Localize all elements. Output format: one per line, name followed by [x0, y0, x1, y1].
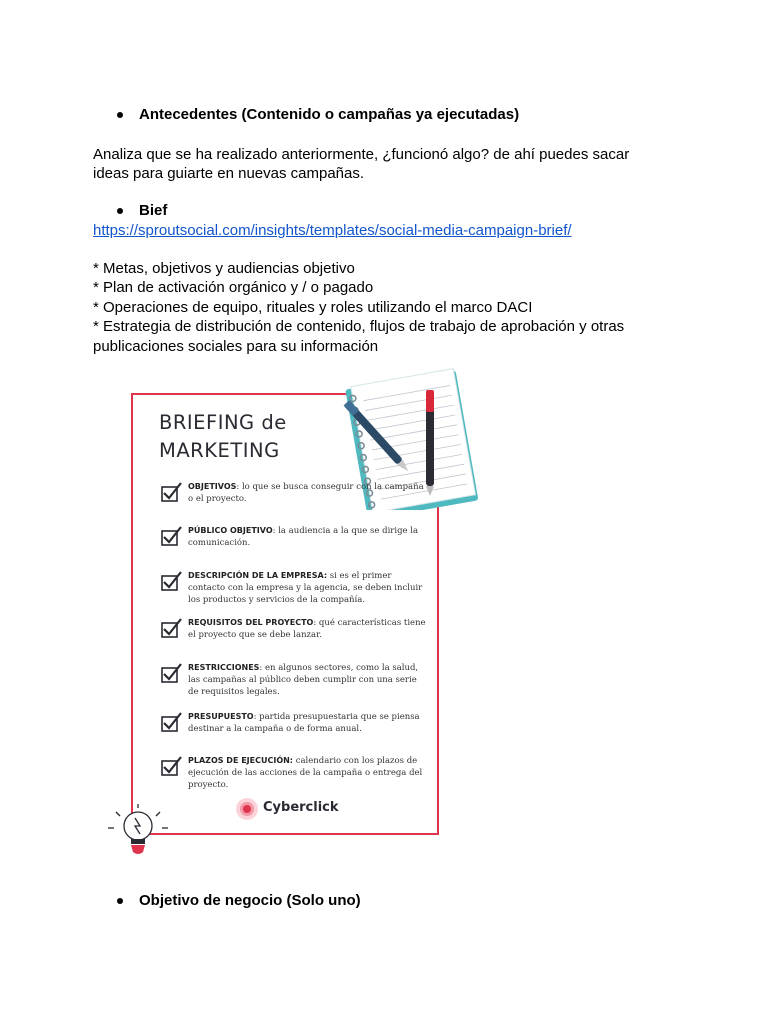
list-line-1: * Metas, objetivos y audiencias objetivo — [93, 260, 355, 277]
list-line-3: * Operaciones de equipo, rituales y roles utilizando el marco DACI — [93, 299, 533, 316]
checklist-item-text: PRESUPUESTO: partida presupuestaria que se piensa destinar a la campaña o de forma anual. — [188, 712, 420, 734]
bullet-antecedentes — [117, 112, 123, 118]
heading-bief: Bief — [139, 202, 168, 219]
checklist-item-text: PÚBLICO OBJETIVO: la audiencia a la que se dirige la comunicación. — [188, 526, 419, 548]
infographic-title-line2: MARKETING — [159, 439, 280, 462]
list-line-4: * Estrategia de distribución de contenido, flujos de trabajo de aprobación y otras — [93, 318, 625, 335]
heading-objetivo-negocio: Objetivo de negocio (Solo uno) — [139, 892, 361, 909]
sproutsocial-link[interactable]: https://sproutsocial.com/insights/templates/social-media-campaign-brief/ — [93, 222, 572, 239]
checklist-item-text: PLAZOS DE EJECUCIÓN: calendario con los plazos de ejecución de las acciones de la campaña o entrega del proyecto. — [188, 756, 423, 790]
paragraph-analiza-line1: Analiza que se ha realizado anteriormente, ¿funcionó algo? de ahí puedes sacar — [93, 146, 630, 163]
checklist-item-text: REQUISITOS DEL PROYECTO: qué características tiene el proyecto que se debe lanzar. — [188, 618, 426, 640]
checkbox-checked-icon — [161, 526, 183, 546]
checkbox-checked-icon — [161, 712, 183, 732]
checkbox-checked-icon — [161, 482, 183, 502]
bullet-bief — [117, 208, 123, 214]
lightbulb-icon — [104, 802, 172, 860]
paragraph-analiza-line2: ideas para guiarte en nuevas campañas. — [93, 165, 365, 182]
cyberclick-logo-icon — [235, 797, 259, 821]
cyberclick-brand: Cyberclick — [263, 800, 339, 815]
bullet-objetivo — [117, 898, 123, 904]
infographic-title-line1: BRIEFING de — [159, 411, 287, 434]
checkbox-checked-icon — [161, 756, 183, 776]
checkbox-checked-icon — [161, 618, 183, 638]
list-line-5: publicaciones sociales para su información — [93, 338, 379, 355]
heading-antecedentes: Antecedentes (Contenido o campañas ya ejecutadas) — [139, 106, 520, 123]
checklist-item-text: OBJETIVOS: lo que se busca conseguir con la campaña o el proyecto. — [188, 482, 424, 504]
checklist-item-text: RESTRICCIONES: en algunos sectores, como la salud, las campañas al público deben cumplir con una serie de requisitos legales. — [188, 663, 419, 697]
list-line-2: * Plan de activación orgánico y / o pagado — [93, 279, 374, 296]
checkbox-checked-icon — [161, 663, 183, 683]
checklist-item-text: DESCRIPCIÓN DE LA EMPRESA: si es el primer contacto con la empresa y la agencia, se deben incluir los productos y servicios de la compañía. — [188, 571, 423, 605]
checkbox-checked-icon — [161, 571, 183, 591]
